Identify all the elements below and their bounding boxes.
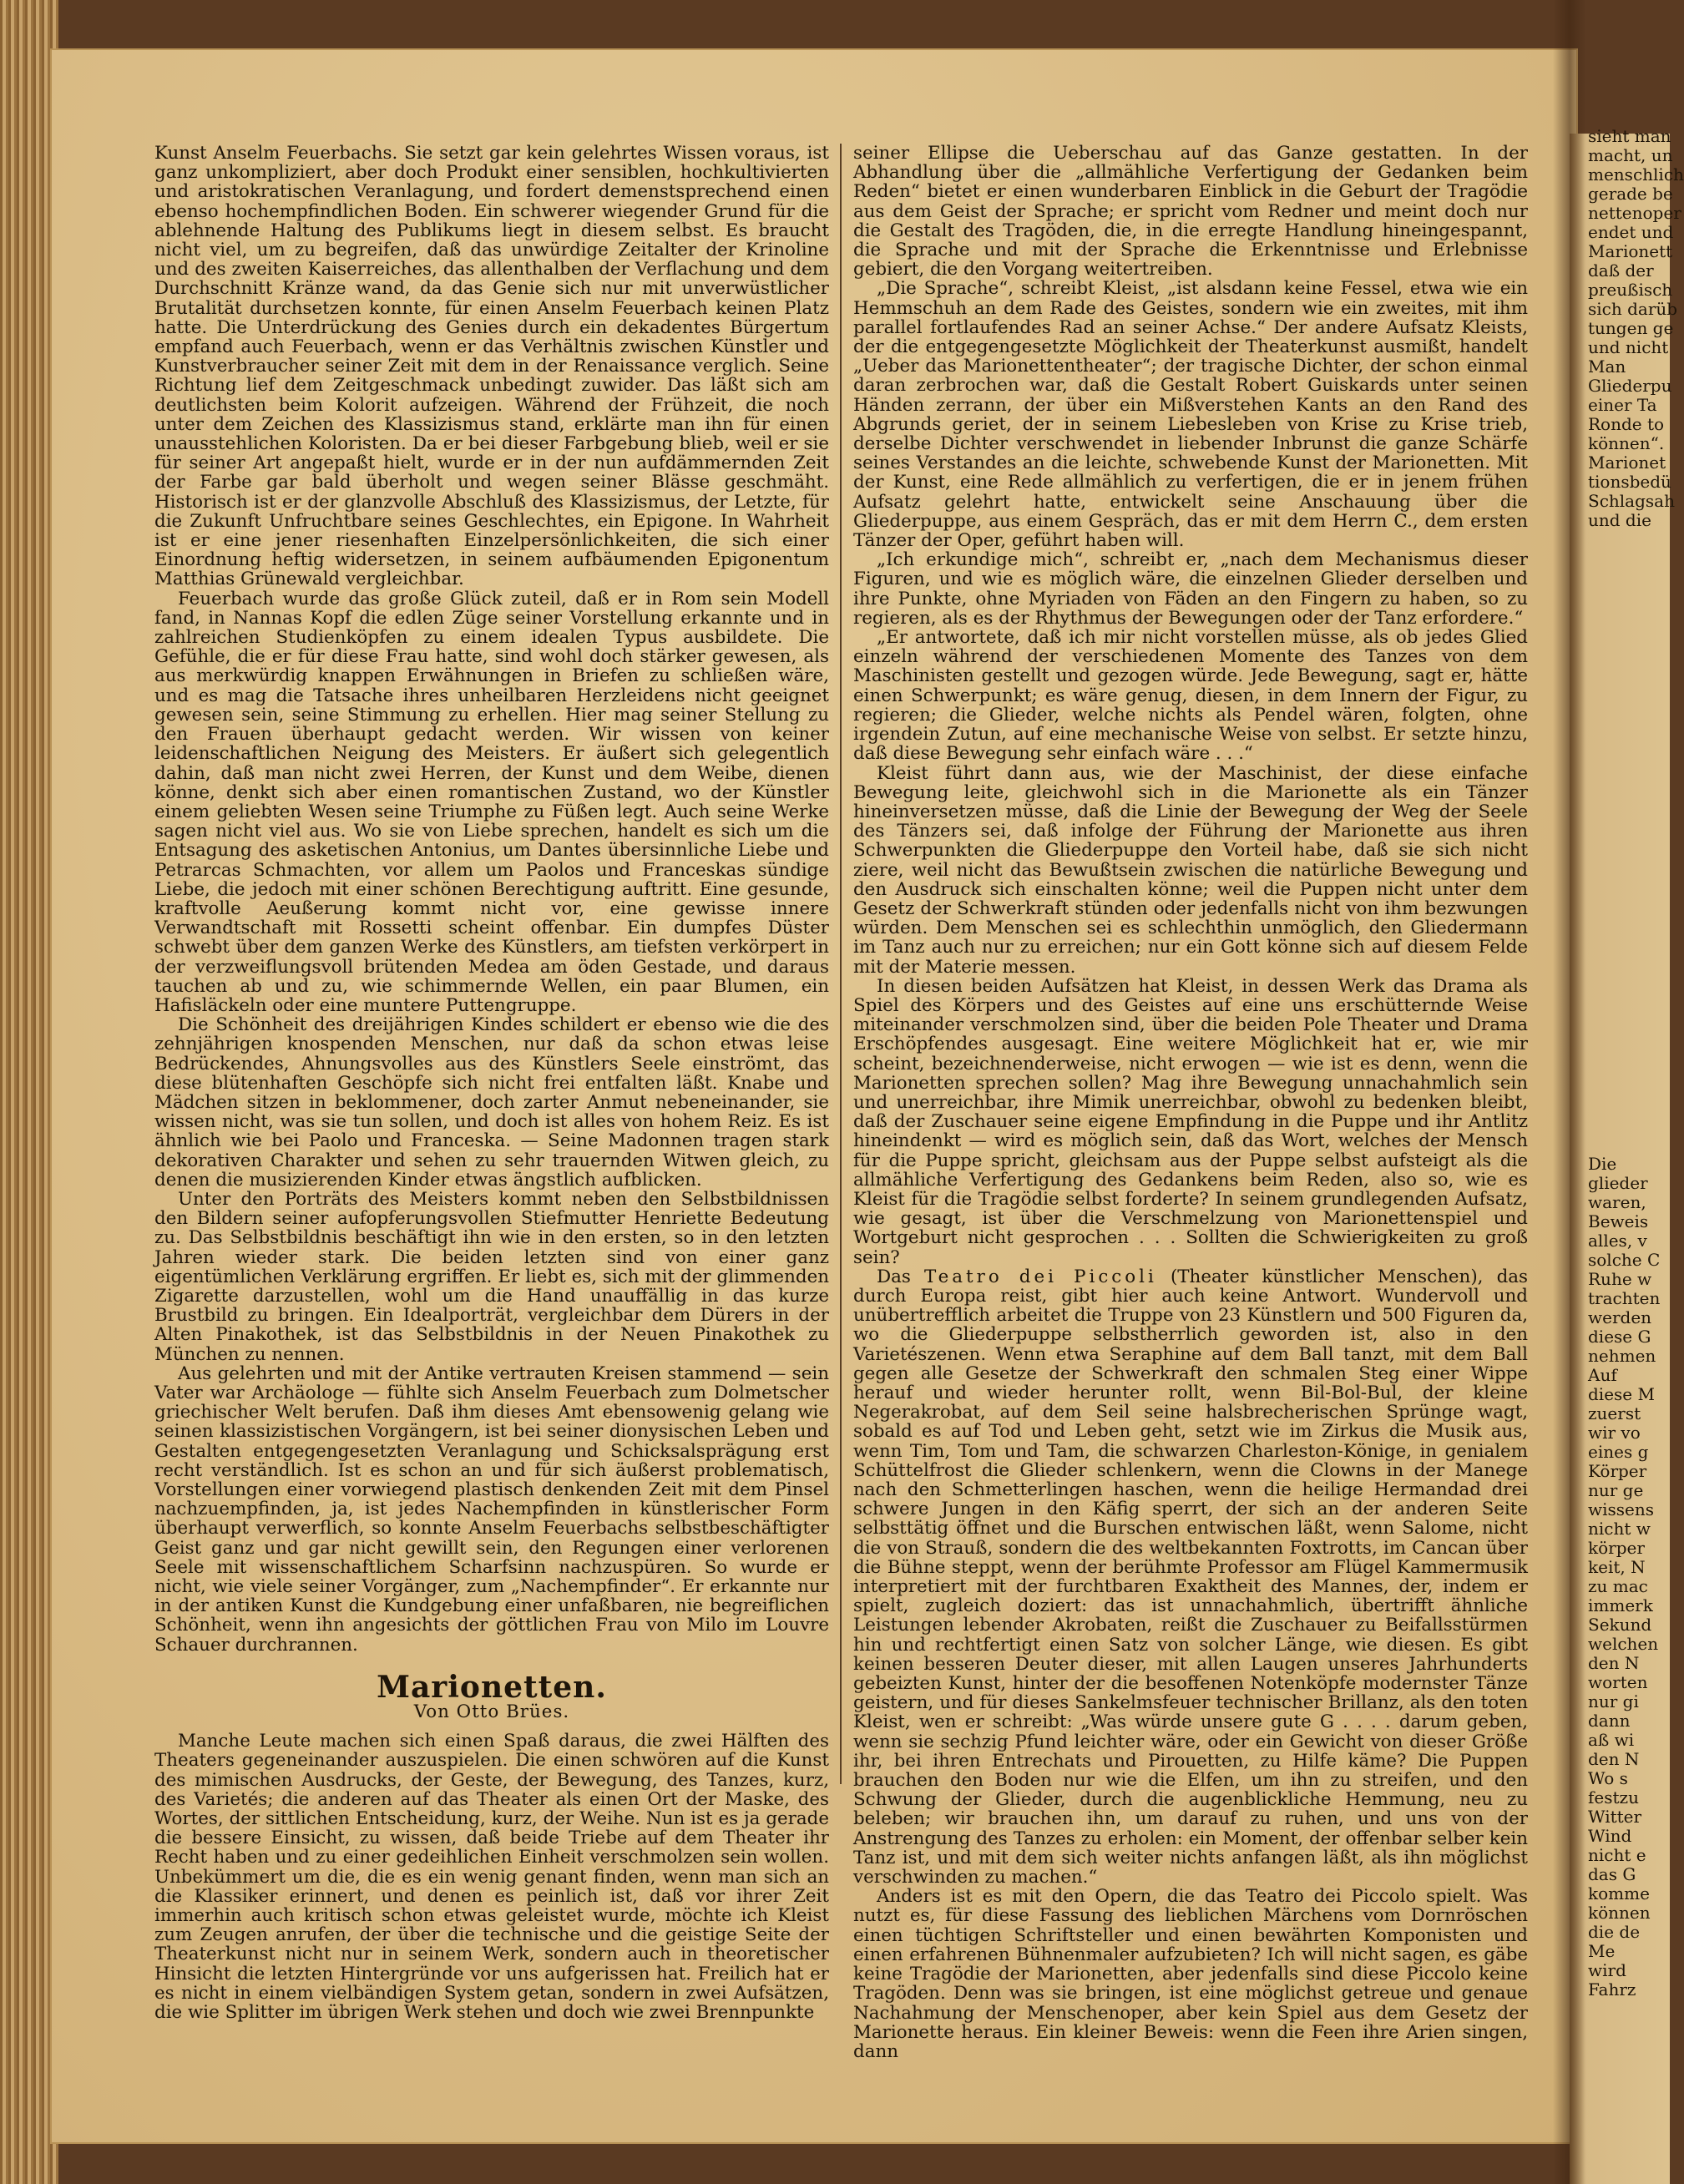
adjacent-line: eines g — [1588, 1442, 1649, 1462]
adjacent-line: komme — [1588, 1883, 1650, 1903]
adjacent-line: die de — [1588, 1922, 1641, 1942]
adjacent-line: worten — [1588, 1672, 1648, 1692]
adjacent-line: trachten — [1588, 1288, 1661, 1308]
adjacent-line: tionsbedü — [1588, 472, 1671, 492]
adjacent-line: Ruhe w — [1588, 1269, 1652, 1289]
adjacent-line: einer Ta — [1588, 395, 1657, 415]
text-run: (Theater künstlicher Menschen), das durch Europa reist, gibt hier auch keine Antwort. Wundervoll und unübertrefflich arbeitet die Truppe von 23 Künstlern und 500 Figuren da, wo die Gliederpuppe selbstherrlich geworden ist, also in den Varietészenen. Wenn etwa Seraphine auf dem Ball tanzt, mit dem Ball gegen alle Gesetze der Schwerkraft den schmalen Steg einer Wippe herauf und wieder herunter rollt, wenn Bil-Bol-Bul, der kleine Negerakrobat, auf dem Seil seine halsbrecherischen Sprünge wagt, sobald es auf Tod und Leben geht, setzt wie im Zirkus die Musik aus, wenn Tim, Tom und Tam, die schwarzen Charleston-Könige, in genialem Schüttelfrost die Glieder schlenkern, wenn die Clowns in der Manege nach den Schmetterlingen haschen, wenn die heilige Hermandad drei schwere Jungen in den Käfig sperrt, der sich an der anderen Seite selbsttätig öffnet und die Burschen entwischen läßt, wenn Salome, nicht die von Strauß, sondern die des weltbekannten Foxtrotts, im Cancan über die Bühne steppt, wenn der berühmte Professor am Flügel Kammermusik interpretiert mit der furchtbaren Exaktheit des Mannes, der, indem er spielt, zugleich doziert: das ist unnachahmlich, übertrifft ähnliche Leistungen lebender Akrobaten, reißt die Zuschauer zu Beifallsstürmen hin und rechtfertigt einen Satz von solcher Länge, wie diesen. Es gibt keinen besseren Deuter dieser, mit allen Laugen unseres Jahrhunderts gebeizten Kunst, hinter der die besoffenen Notenköpfe modernster Tänze geistern, und für dieses Sankelmsfeuer technischer Brillanz, als den toten Kleist, wen er schreibt: „Was würde unsere gute G . . . . darum geben, wenn sie sechzig Pfund leichter wäre, oder ein Gewicht von dieser Größe ihr, bei ihren Entrechats und Pirouetten, zu Hilfe käme? Die Puppen brauchen den Boden nur wie die Elfen, um ihn zu streifen, und den Schwung der Glieder, durch die augenblickliche Hemmung, neu zu beleben; wir brauchen ihn, um darauf zu ruhen, und uns von der Anstrengung des Tanzes zu erholen: ein Moment, der offenbar selber kein Tanz ist, und mit dem sich weiter nichts anfangen läßt, als ihn möglichst verschwinden zu machen.“ — [853, 1266, 1528, 1888]
adjacent-line: den N — [1588, 1749, 1640, 1769]
adjacent-line: und die — [1588, 510, 1651, 530]
text-run: Das — [877, 1266, 924, 1287]
adjacent-line: daß der — [1588, 260, 1654, 281]
adjacent-line: Beweis — [1588, 1211, 1649, 1231]
paragraph: In diesen beiden Aufsätzen hat Kleist, in dessen Werk das Drama als Spiel des Körpers und des Geistes auf eine uns erschütternde Weise miteinander verschmolzen sind, über die beiden Pole Theater und Drama Erschöpfendes ausgesagt. Eine weitere Möglichkeit hat er, wie mir scheint, bezeichnenderweise, nicht erwogen — wie ist es denn, wenn die Marionetten sprechen sollen? Mag ihre Bewegung unnachahmlich sein und unerreichbar, ihre Mimik unerreichbar, obwohl zu bedenken bleibt, daß der Zuschauer seine eigene Empfindung in die Puppe und ihr Antlitz hineindenkt — wird es möglich sein, daß das Wort, welches der Mensch für die Puppe spricht, gleichsam aus der Puppe selbst aufsteigt als die allmähliche Verfertigung des Gedankens beim Reden, also so, wie es Kleist für die Tragödie selbst forderte? In seinem grundlegenden Aufsatz, wie gesagt, ist über die Verschmelzung von Marionettenspiel und Wortgeburt nicht gesprochen . . . Sollten die Schwierigkeiten zu groß sein? — [853, 975, 1528, 1268]
adjacent-line: und nicht — [1588, 337, 1669, 357]
adjacent-line: nettenoper — [1588, 203, 1681, 223]
adjacent-line: wir vo — [1588, 1423, 1641, 1443]
adjacent-line: macht, un — [1588, 145, 1673, 165]
adjacent-line: Wo s — [1588, 1768, 1628, 1788]
adjacent-line: Schlagsah — [1588, 491, 1675, 511]
adjacent-line: Wind — [1588, 1826, 1632, 1846]
adjacent-line: waren, — [1588, 1192, 1646, 1212]
adjacent-line: nicht w — [1588, 1519, 1651, 1539]
adjacent-line: diese M — [1588, 1384, 1655, 1404]
paragraph: Aus gelehrten und mit der Antike vertrauten Kreisen stammend — sein Vater war Archäologe — fühlte sich Anselm Feuerbach zum Dolmetscher griechischer Welt berufen. Daß ihm dieses Amt ebensowenig gelang wie seinen klassizistischen Vorgängern, ist bei seiner dionysischen Leben und Gestalten entgegengesetzten Veranlagung und Schicksalsprägung erst recht verständlich. Ist es schon an und für sich äußerst problematisch, Vorstellungen einer vorwiegend plastisch denkenden Zeit mit dem Pinsel nachzuempfinden, ja, ist jedes Nachempfinden in künstlerischer Form überhaupt verwerflich, so konnte Anselm Feuerbachs selbstbeschäftigter Geist ganz und gar nicht gewillt sein, den Regungen einer verlorenen Seele mit wissenschaftlichem Scharfsinn nachzuspüren. So wurde er nicht, wie viele seiner Vorgänger, zum „Nachempfinder“. Er erkannte nur in der antiken Kunst die Kundgebung einer unfaßbaren, nie begreiflichen Schönheit, wenn ihn angesichts der göttlichen Frau von Milo im Louvre Schauer durchrannen. — [154, 1362, 829, 1656]
adjacent-line: Ronde to — [1588, 414, 1665, 434]
adjacent-line: sich darüb — [1588, 299, 1678, 319]
adjacent-line: endet und — [1588, 222, 1674, 242]
adjacent-line: Körper — [1588, 1461, 1647, 1481]
adjacent-line: Marionet — [1588, 452, 1666, 473]
adjacent-line: das G — [1588, 1864, 1636, 1884]
adjacent-line: nicht e — [1588, 1845, 1646, 1865]
spaced-title: Teatro dei Piccoli — [923, 1266, 1157, 1287]
adjacent-line: werden — [1588, 1307, 1652, 1327]
adjacent-line: solche C — [1588, 1250, 1661, 1270]
adjacent-line: zuerst — [1588, 1403, 1641, 1423]
adjacent-line: tungen ge — [1588, 318, 1674, 338]
adjacent-line: Gliederpu — [1588, 376, 1672, 396]
paragraph: Manche Leute machen sich einen Spaß daraus, die zwei Hälften des Theaters gegeneinander auszuspielen. Die einen schwören auf die Kunst des mimischen Ausdrucks, der Geste, der Bewegung, des Tanzes, kurz, des Varietés; die anderen auf das Theater als einen Ort der Maske, des Wortes, der sittlichen Entscheidung, kurz, der Weihe. Nun ist es ja gerade die bessere Einsicht, zu wissen, daß beide Triebe auf dem Theater ihr Recht haben und zu einer gedeihlichen Einheit verschmolzen sein wollen. Unbekümmert um die, die es ein wenig genant finden, wenn man sich an die Klassiker erinnert, und denen es peinlich ist, daß vor ihrer Zeit immerhin auch kritisch schon etwas geleistet wurde, möchte ich Kleist zum Zeugen anrufen, der über die technische und die geistige Seite der Theaterkunst nicht nur in seinem Werk, sondern auch in theoretischer Hinsicht die letzten Hintergründe vor uns aufgerissen hat. Freilich hat er es nicht in einem vielbändigen System getan, sondern in zwei Aufsätzen, die wie Splitter im übrigen Werk stehen und doch wie zwei Brennpunkte — [154, 1731, 829, 2024]
adjacent-line: diese G — [1588, 1327, 1651, 1347]
adjacent-line: Marionett — [1588, 241, 1673, 261]
adjacent-line: dann — [1588, 1711, 1631, 1731]
adjacent-line: Fahrz — [1588, 1979, 1636, 1999]
adjacent-line: aß wi — [1588, 1730, 1635, 1750]
text-column-right — [853, 144, 1528, 2061]
adjacent-line: wissens — [1588, 1499, 1655, 1519]
adjacent-line: können — [1588, 1903, 1651, 1923]
column-rule — [840, 144, 842, 1784]
adjacent-column-top — [1588, 127, 1684, 530]
paragraph: Die Schönheit des dreijährigen Kindes schildert er ebenso wie die des zehnjährigen knospenden Menschen, nur daß da schon etwas leise Bedrückendes, Ahnungsvolles aus des Künstlers Seele einströmt, das diese blütenhaften Geschöpfe sich nicht frei entfalten läßt. Knabe und Mädchen sitzen in beklommener, doch zarter Anmut nebeneinander, sie wissen nicht, was sie tun sollen, und doch ist alles von hohem Reiz. Es ist ähnlich wie bei Paolo und Franceska. — Seine Madonnen tragen stark dekorativen Charakter und sehen zu sehr trauernden Witwen gleich, zu denen die musizierenden Kinder etwas ängstlich aufblicken. — [154, 1014, 829, 1191]
adjacent-line: nur ge — [1588, 1480, 1644, 1500]
adjacent-line: Man — [1588, 356, 1626, 377]
adjacent-line: Die — [1588, 1154, 1617, 1174]
page-gutter-shadow — [1553, 0, 1586, 2184]
adjacent-line: preußisch — [1588, 280, 1673, 300]
adjacent-line: Witter — [1588, 1807, 1642, 1827]
paragraph — [853, 1267, 1528, 1888]
paragraph: Feuerbach wurde das große Glück zuteil, daß er in Rom sein Modell fand, in Nannas Kopf die edlen Züge seiner Vorstellung erkannte und in zahlreichen Studienköpfen zu einem idealen Typus ausbildete. Die Gefühle, die er für diese Frau hatte, sind wohl doch stärker gewesen, als aus merkwürdig knappen Erwähnungen in Briefen zu schließen wäre, und es mag die Tatsache ihres unheilbaren Herzleidens nicht geeignet gewesen sein, seine Stimmung zu erhellen. Hier mag seiner Stellung zu den Frauen überhaupt gedacht werden. Wir wissen von keiner leidenschaftlichen Neigung des Meisters. Er äußert sich gelegentlich dahin, daß man nicht zwei Herren, der Kunst und dem Weibe, dienen könne, denkt sich aber einen romantischen Zustand, wo der Künstler einem geliebten Wesen seine Triumphe zu Füßen legt. Auch seine Werke sagen nicht viel aus. Wo sie von Liebe sprechen, handelt es sich um die Entsagung des asketischen Antonius, um Dantes übersinnliche Liebe und Petrarcas Schmachten, vor allem um Paolos und Franceskas sündige Liebe, die jedoch mit einer schönen Berechtigung auftritt. Eine gesunde, kraftvolle Aeußerung kommt nicht vor, eine gewisse innere Verwandtschaft mit Rossetti scheint offenbar. Ein dumpfes Düster schwebt über dem ganzen Werke des Künstlers, am tiefsten verkörpert in der verzweiflungsvoll brütenden Medea am öden Gestade, und daraus tauchen ab und zu, wie schimmernde Wellen, ein paar Blumen, ein Hafisläckeln oder eine muntere Puttengruppe. — [154, 588, 829, 1016]
text-column-left — [154, 144, 829, 2022]
adjacent-line: nehmen — [1588, 1346, 1656, 1366]
adjacent-line: Sekund — [1588, 1615, 1652, 1635]
adjacent-line: nur gi — [1588, 1691, 1639, 1711]
adjacent-line: wird — [1588, 1960, 1626, 1980]
adjacent-line: welchen — [1588, 1634, 1659, 1654]
adjacent-line: glieder — [1588, 1173, 1648, 1193]
adjacent-line: Auf — [1588, 1365, 1617, 1385]
paragraph: Unter den Porträts des Meisters kommt neben den Selbstbildnissen den Bildern seiner aufopferungsvollen Stiefmutter Henriette Bedeutung zu. Das Selbstbildnis beschäftigt ihn wie in den ersten, so in den letzten Jahren wieder stark. Die beiden letzten sind von einer ganz eigentümlichen Verklärung ergriffen. Er liebt es, sich mit der glimmenden Zigarette darzustellen, wohl um die Hand unauffällig in das kurze Brustbild zu bringen. Ein Idealporträt, vergleichbar dem Dürers in der Alten Pinakothek, ist das Selbstbildnis in der Neuen Pinakothek zu München zu nennen. — [154, 1188, 829, 1365]
paragraph: Anders ist es mit den Opern, die das Teatro dei Piccolo spielt. Was nutzt es, für diese Fassung des lieblichen Märchens vom Dornröschen einen tüchtigen Schriftsteller und einen bewährten Komponisten und einen erfahrenen Bühnenmaler aufzubieten? Ich will nicht sagen, es gäbe keine Tragödie der Marionetten, aber jedenfalls sind diese Piccolo keine Tragöden. Denn was sie bringen, ist eine möglichst getreue und genaue Nachahmung der Menschenoper, aber kein Spiel aus dem Gesetz der Marionette heraus. Ein kleiner Beweis: wenn die Feen ihre Arien singen, dann — [853, 1886, 1528, 2062]
paragraph: „Er antwortete, daß ich mir nicht vorstellen müsse, als ob jedes Glied einzeln während der verschiedenen Momente des Tanzes von dem Maschinisten gestellt und gezogen würde. Jede Bewegung, sagt er, hätte einen Schwerpunkt; es wäre genug, diesen, in dem Innern der Figur, zu regieren; die Glieder, welche nichts als Pendel wären, folgten, ohne irgendein Zutun, auf eine mechanische Weise von selbst. Er setzte hinzu, daß diese Bewegung sehr einfach wäre . . .“ — [853, 627, 1528, 765]
paragraph: Kleist führt dann aus, wie der Maschinist, der diese einfache Bewegung leite, gleichwohl sich in die Marionette als ein Tänzer hineinversetzen müsse, daß die Linie der Bewegung der Weg der Seele des Tänzers sei, daß infolge der Führung der Marionette aus ihren Schwerpunkten die Gliederpuppe den Vorteil habe, daß sie sich nicht ziere, weil nicht das Bewußtsein zwischen die natürliche Bewegung und den Ausdruck sich einschalten könne; weil die Puppen nicht unter dem Gesetz der Schwerkraft stünden oder jedenfalls nicht von ihm bezwungen würden. Dem Menschen sei es schlechthin unmöglich, den Gliedermann im Tanz auch nur zu erreichen; nur ein Gott könne sich auf diesem Felde mit der Materie messen. — [853, 762, 1528, 978]
adjacent-line: den N — [1588, 1653, 1640, 1673]
adjacent-line: körper — [1588, 1538, 1645, 1558]
adjacent-line: alles, v — [1588, 1231, 1647, 1251]
adjacent-column-bottom — [1588, 1155, 1660, 1999]
article-title: Marionetten. — [377, 1669, 607, 1705]
paragraph: „Die Sprache“, schreibt Kleist, „ist alsdann keine Fessel, etwa wie ein Hemmschuh an dem Rade des Geistes, sondern wie ein zweites, mit ihm parallel fortlaufendes Rad an seiner Achse.“ Der andere Aufsatz Kleists, der die entgegengesetzte Möglichkeit der Theaterkunst ausmißt, handelt „Ueber das Marionettentheater“; der tragische Dichter, der schon einmal daran zerbrochen war, daß die Gestalt Robert Guiskards unter seinen Händen zerrann, der über ein Mißverstehen Kants an den Rand des Abgrunds geriet, der in seinem Liebesleben von Krise zu Krise trieb, derselbe Dichter verschwendet in liebender Inbrunst die ganze Schärfe seines Verstandes an die leichte, schwebende Kunst der Marionetten. Mit der Kunst, eine Rede allmählich zu verfertigen, die er in jenem frühen Aufsatz gelehrt hatte, entwickelt seine Anschauung über die Gliederpuppe, aus einem Gespräch, das er mit dem Herrn C., dem ersten Tänzer der Oper, geführt haben will. — [853, 278, 1528, 552]
adjacent-line: sieht man — [1588, 126, 1671, 146]
adjacent-line: keit, N — [1588, 1557, 1646, 1577]
adjacent-line: zu mac — [1588, 1576, 1648, 1596]
adjacent-line: menschlich — [1588, 164, 1684, 185]
adjacent-line: gerade be — [1588, 184, 1673, 204]
article-byline: Von Otto Brües. — [413, 1701, 570, 1723]
paragraph: seiner Ellipse die Ueberschau auf das Ganze gestatten. In der Abhandlung über die „allmähliche Verfertigung der Gedanken beim Reden“ bietet er einen wunderbaren Einblick in die Geburt der Tragödie aus dem Geist der Sprache; er spricht vom Redner und meint doch nur die Gestalt des Tragöden, die, in die erregte Handlung hineingespannt, die Sprache und mit der Sprache die Erkenntnisse und Erlebnisse gebiert, die den Vorgang weitertreiben. — [853, 143, 1528, 281]
paragraph: Kunst Anselm Feuerbachs. Sie setzt gar kein gelehrtes Wissen voraus, ist ganz unkompliziert, aber doch Produkt einer sensiblen, hochkultivierten und aristokratischen Veranlagung, und fordert demenstsprechend einen ebenso hochempfindlichen Boden. Ein schwerer wiegender Grund für die ablehnende Haltung des Publikums liegt in diesem selbst. Es braucht nicht viel, um zu begreifen, daß das unwürdige Zeitalter der Krinoline und des zweiten Kaiserreiches, das allenthalben der Verflachung und dem Durchschnitt Kränze wand, da das Genie sich nur mit unverwüstlicher Brutalität durchsetzen konnte, für einen Anselm Feuerbach keinen Platz hatte. Die Unterdrückung des Genies durch ein dekadentes Bürgertum empfand auch Feuerbach, wenn er das Verhältnis zwischen Künstler und Kunstverbraucher seiner Zeit mit dem in der Renaissance verglich. Seine Richtung lief dem Zeitgeschmack unbedingt zuwider. Das läßt sich am deutlichsten beim Kolorit aufzeigen. Während der Frühzeit, die noch unter dem Zeichen des Klassizismus stand, erklärte man ihn für einen unausstehlichen Koloristen. Da er bei dieser Farbgebung blieb, weil er sie für seiner Art angepaßt hielt, wurde er in der nun aufdämmernden Zeit der Farbe gar bald überholt und wegen seiner Blässe geschmäht. Historisch ist er der glanzvolle Abschluß des Klassizismus, der Letzte, für die Zukunft Unfruchtbare seines Geschlechtes, ein Epigone. In Wahrheit ist er eine jener riesenhaften Einzelpersönlichkeiten, die sich einer Einordnung heftig widersetzen, in seinem aufbäumenden Epigonentum Matthias Grünewald vergleichbar. — [154, 143, 829, 590]
adjacent-line: immerk — [1588, 1595, 1653, 1615]
paragraph: „Ich erkundige mich“, schreibt er, „nach dem Mechanismus dieser Figuren, und wie es möglich wäre, die einzelnen Glieder derselben und ihre Punkte, ohne Myriaden von Fäden an den Fingern zu haben, so zu regieren, als es der Rhythmus der Bewegungen oder der Tanz erfordere.“ — [853, 549, 1528, 629]
adjacent-line: können“. — [1588, 433, 1665, 453]
adjacent-line: festzu — [1588, 1787, 1639, 1807]
adjacent-line: Me — [1588, 1941, 1616, 1961]
